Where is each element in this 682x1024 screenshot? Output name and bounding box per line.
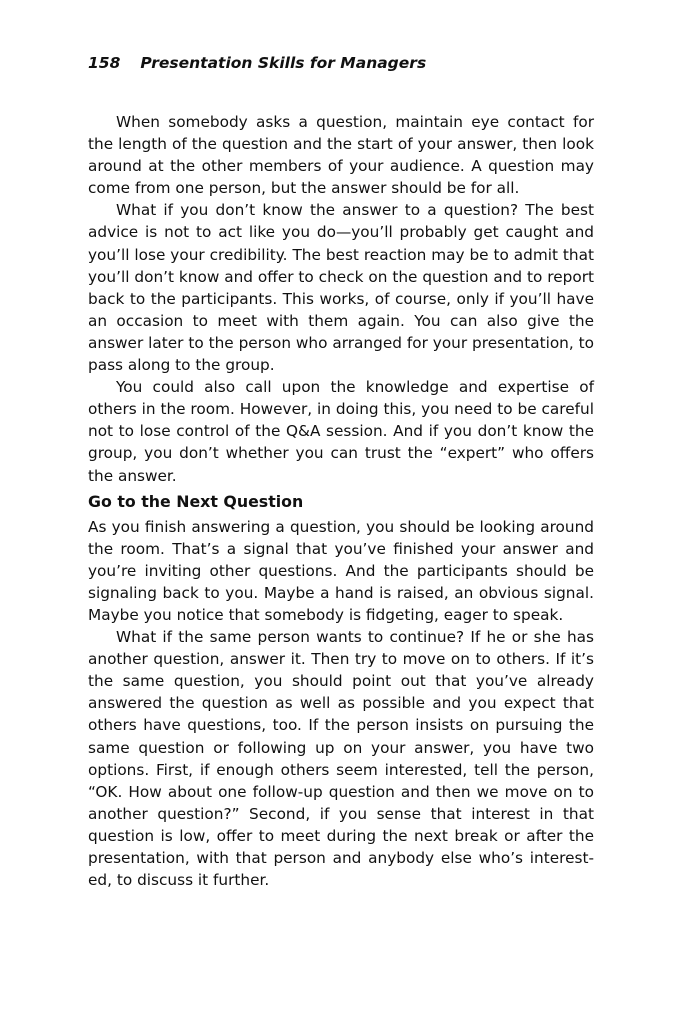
paragraph-eye-contact: When somebody asks a question, maintain eye contact for the length of the question and the start of your answer, then look around at the other members of your audience. A question may come from one person, but the answer should be for all. [88,113,594,198]
running-head [88,52,426,74]
paragraph-same-person: What if the same person wants to continue? If he or she has another question, answer it. Then try to move on to others. If it’s the same question, you should point out that you’ve already answered the question as well as possible and you expect that others have questions, too. If the person insists on pursuing the same question or following up on your answer, you have two options. First, if enough others seem interested, tell the person, “OK. How about one follow-up question and then we move on to another question?” Second, if you sense that interest in that question is low, offer to meet during the next break or after the presentation, with that person and anybody else who’s interested, to discuss it further. [88,628,594,890]
body-text [88,111,594,891]
paragraph-unknown-answer: What if you don’t know the answer to a question? The best advice is not to act like you do—you’ll probably get caught and you’ll lose your credibility. The best reaction may be to admit that you’ll don’t know and offer to check on the question and to report back to the participants. This works, of course, only if you’ll have an occasion to meet with them again. You can also give the answer later to the person who arranged for your presentation, to pass along to the group. [88,201,594,375]
paragraph-expertise-of-others: You could also call upon the knowledge and expertise of others in the room. However, in doing this, you need to be careful not to lose control of the Q&A session. And if you don’t know the group, you don’t whether you can trust the “expert” who offers the answer. [88,378,594,485]
book-title: Presentation Skills for Managers [140,54,427,72]
page-number: 158 [88,54,121,72]
paragraph-finish-answering: As you finish answering a question, you should be looking around the room. That’s a signal that you’ve finished your answer and you’re inviting other questions. And the participants should be signaling back to you. Maybe a hand is raised, an obvious signal. Maybe you notice that somebody is fidgeting, eager to speak. [88,517,594,624]
section-heading: Go to the Next Question [88,491,304,511]
